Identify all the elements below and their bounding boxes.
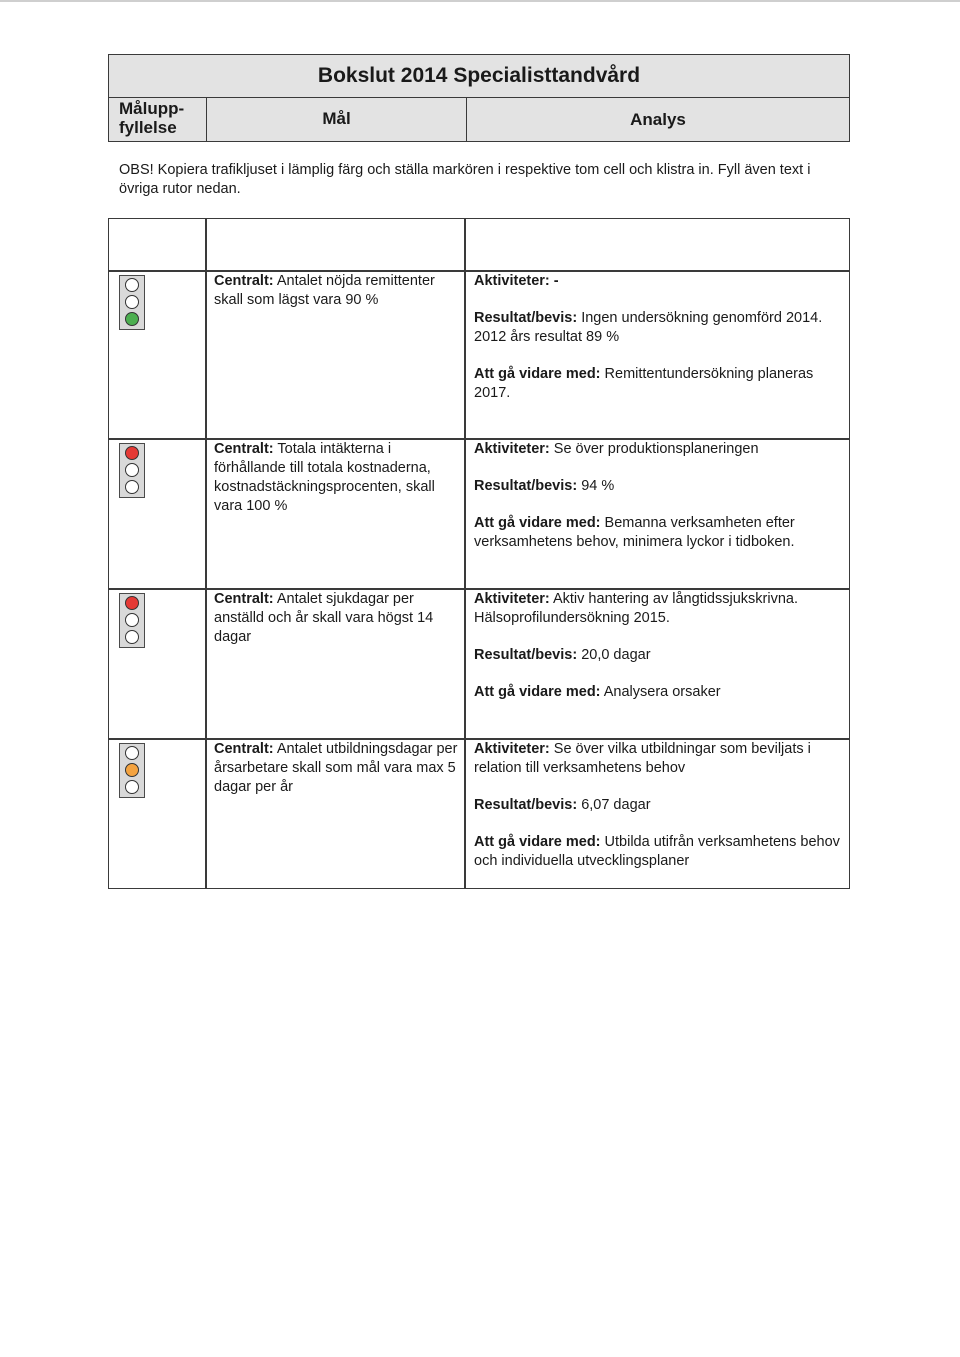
- column-header-fulfillment: Målupp- fyllelse: [109, 97, 207, 141]
- goals-table: [108, 218, 850, 889]
- next-steps-text: Analysera orsaker: [603, 684, 721, 700]
- activities-text: -: [553, 273, 559, 289]
- green-bulb-icon: [125, 780, 139, 794]
- column-header-analysis: Analys: [630, 110, 686, 129]
- column-header-goal: Mål: [207, 97, 467, 141]
- result-label: Resultat/bevis:: [474, 797, 578, 813]
- goal-label: Centralt:: [214, 273, 274, 289]
- goal-cell: [214, 740, 464, 797]
- next-steps-label: Att gå vidare med:: [474, 515, 601, 531]
- next-steps-text: Utbilda utifrån verksamhetens behov och individuella utvecklingsplaner: [474, 834, 840, 869]
- green-bulb-icon: [125, 312, 139, 326]
- goal-label: Centralt:: [214, 741, 274, 757]
- result-text: 94 %: [581, 478, 615, 494]
- green-bulb-icon: [125, 480, 139, 494]
- activities-label: Aktiviteter:: [474, 741, 550, 757]
- traffic-light-icon: [119, 593, 145, 648]
- yellow-bulb-icon: [125, 295, 139, 309]
- activities-text: Aktiv hantering av långtidssjukskrivna. Hälsoprofilundersökning 2015.: [474, 591, 798, 626]
- activities-label: Aktiviteter:: [474, 441, 550, 457]
- result-text: 20,0 dagar: [581, 647, 651, 663]
- goal-cell: [214, 272, 464, 310]
- result-text: 6,07 dagar: [581, 797, 651, 813]
- next-steps-label: Att gå vidare med:: [474, 366, 601, 382]
- next-steps-label: Att gå vidare med:: [474, 684, 601, 700]
- goal-label: Centralt:: [214, 591, 274, 607]
- yellow-bulb-icon: [125, 763, 139, 777]
- traffic-light-icon: [119, 275, 145, 330]
- activities-label: Aktiviteter:: [474, 591, 550, 607]
- red-bulb-icon: [125, 278, 139, 292]
- analysis-cell: [474, 272, 846, 403]
- instruction-note: OBS! Kopiera trafikljuset i lämplig färg och ställa markören i respektive tom cell och klistra in. Fyll även text i övriga rutor nedan.: [119, 162, 811, 197]
- analysis-cell: [474, 440, 846, 552]
- result-label: Resultat/bevis:: [474, 478, 578, 494]
- analysis-cell: [474, 740, 846, 871]
- activities-text: Se över produktionsplaneringen: [553, 441, 759, 457]
- activities-text: Se över vilka utbildningar som beviljats i relation till verksamhetens behov: [474, 741, 811, 776]
- goal-text: Antalet utbildningsdagar per årsarbetare skall som mål vara max 5 dagar per år: [214, 741, 458, 795]
- goal-label: Centralt:: [214, 441, 274, 457]
- red-bulb-icon: [125, 446, 139, 460]
- column-divider: [205, 219, 207, 888]
- goal-cell: [214, 590, 464, 647]
- page-top-rule: [0, 0, 960, 2]
- next-steps-text: Bemanna verksamheten efter verksamhetens behov, minimera lyckor i tidboken.: [474, 515, 795, 550]
- result-text: Ingen undersökning genomförd 2014. 2012 års resultat 89 %: [474, 310, 823, 345]
- yellow-bulb-icon: [125, 463, 139, 477]
- result-label: Resultat/bevis:: [474, 310, 578, 326]
- analysis-cell: [474, 590, 846, 702]
- next-steps-text: Remittentundersökning planeras 2017.: [474, 366, 814, 401]
- goal-text: Totala intäkterna i förhållande till totala kostnaderna, kostnadstäckningsprocenten, skall vara 100 %: [214, 441, 435, 514]
- red-bulb-icon: [125, 596, 139, 610]
- header-table: [108, 54, 850, 142]
- traffic-light-icon: [119, 443, 145, 498]
- yellow-bulb-icon: [125, 613, 139, 627]
- result-label: Resultat/bevis:: [474, 647, 578, 663]
- red-bulb-icon: [125, 746, 139, 760]
- traffic-light-icon: [119, 743, 145, 798]
- activities-label: Aktiviteter:: [474, 273, 550, 289]
- green-bulb-icon: [125, 630, 139, 644]
- goal-text: Antalet nöjda remittenter skall som lägst vara 90 %: [214, 273, 435, 308]
- page-title: Bokslut 2014 Specialisttandvård: [109, 55, 849, 98]
- goal-cell: [214, 440, 464, 516]
- goal-text: Antalet sjukdagar per anställd och år skall vara högst 14 dagar: [214, 591, 434, 645]
- column-divider: [464, 219, 466, 888]
- next-steps-label: Att gå vidare med:: [474, 834, 601, 850]
